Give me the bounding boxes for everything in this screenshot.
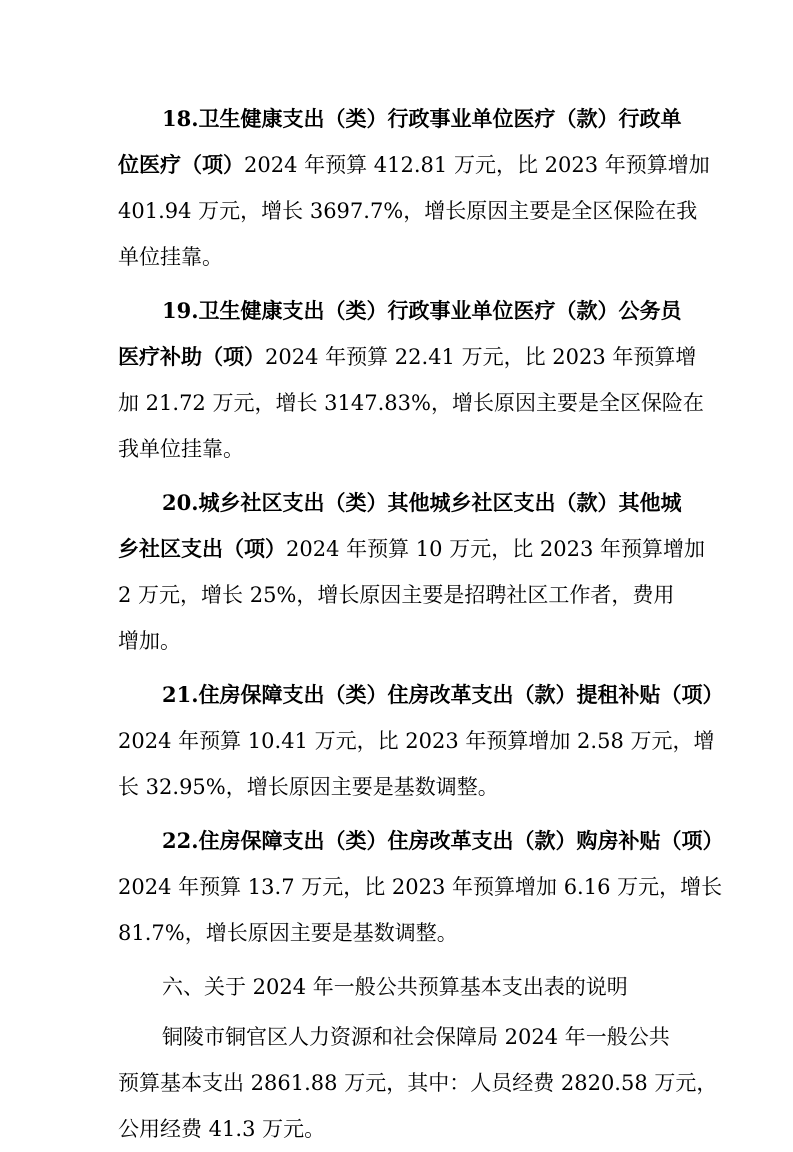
- item-text: 增加。: [118, 629, 181, 653]
- item-line: [118, 572, 675, 618]
- item-text: 单位挂靠。: [118, 245, 223, 269]
- item-line: [118, 334, 697, 380]
- section-line: [118, 1060, 718, 1106]
- item-text: 长 32.95%，增长原因主要是基数调整。: [118, 775, 499, 799]
- item-title-cont: 乡社区支出（项）: [118, 536, 286, 561]
- item-line: [118, 526, 705, 572]
- budget-item-19: [118, 288, 704, 472]
- item-line: [118, 764, 675, 810]
- item-line: [118, 864, 723, 910]
- item-text: 2024 年预算 13.7 万元，比 2023 年预算增加 6.16 万元，增长: [118, 875, 723, 899]
- item-text: 2024 年预算 10.41 万元，比 2023 年预算增加 2.58 万元，增: [118, 729, 715, 753]
- item-line: [118, 288, 682, 334]
- item-line: [118, 426, 675, 472]
- item-title: 22.住房保障支出（类）住房改革支出（款）购房补贴（项）: [162, 828, 724, 853]
- item-line: [118, 234, 675, 280]
- item-line: [118, 818, 724, 864]
- section-line: [118, 1106, 675, 1152]
- item-line: [118, 718, 715, 764]
- item-title-cont: 位医疗（项）: [118, 152, 244, 177]
- item-line: [118, 480, 682, 526]
- item-text: 2024 年预算 22.41 万元，比 2023 年预算增: [265, 345, 697, 369]
- item-title: 20.城乡社区支出（类）其他城乡社区支出（款）其他城: [162, 490, 682, 515]
- item-line: [118, 142, 710, 188]
- budget-item-18: [118, 96, 710, 280]
- section-text: 铜陵市铜官区人力资源和社会保障局 2024 年一般公共: [162, 1025, 670, 1049]
- item-text: 2024 年预算 412.81 万元，比 2023 年预算增加: [244, 153, 710, 177]
- item-text: 81.7%，增长原因主要是基数调整。: [118, 921, 458, 945]
- item-text: 我单位挂靠。: [118, 437, 244, 461]
- item-line: [118, 618, 675, 664]
- item-title: 21.住房保障支出（类）住房改革支出（款）提租补贴（项）: [162, 682, 724, 707]
- item-line: [118, 380, 704, 426]
- section-text: 公用经费 41.3 万元。: [118, 1117, 326, 1141]
- section-body: [118, 1014, 718, 1152]
- section-line: [118, 1014, 675, 1060]
- item-text: 2024 年预算 10 万元，比 2023 年预算增加: [286, 537, 705, 561]
- item-line: [118, 672, 724, 718]
- item-line: [118, 188, 698, 234]
- section-text: 预算基本支出 2861.88 万元，其中：人员经费 2820.58 万元，: [118, 1071, 718, 1095]
- item-line: [118, 96, 682, 142]
- budget-item-21: [118, 672, 724, 810]
- item-title: 19.卫生健康支出（类）行政事业单位医疗（款）公务员: [162, 298, 682, 323]
- item-title: 18.卫生健康支出（类）行政事业单位医疗（款）行政单: [162, 106, 682, 131]
- item-title-cont: 医疗补助（项）: [118, 344, 265, 369]
- item-line: [118, 910, 675, 956]
- item-text: 加 21.72 万元，增长 3147.83%，增长原因主要是全区保险在: [118, 391, 704, 415]
- section-heading: 六、关于 2024 年一般公共预算基本支出表的说明: [162, 975, 628, 999]
- item-text: 2 万元，增长 25%，增长原因主要是招聘社区工作者，费用: [118, 583, 675, 607]
- budget-item-20: [118, 480, 705, 664]
- budget-item-22: [118, 818, 724, 956]
- item-text: 401.94 万元，增长 3697.7%，增长原因主要是全区保险在我: [118, 199, 698, 223]
